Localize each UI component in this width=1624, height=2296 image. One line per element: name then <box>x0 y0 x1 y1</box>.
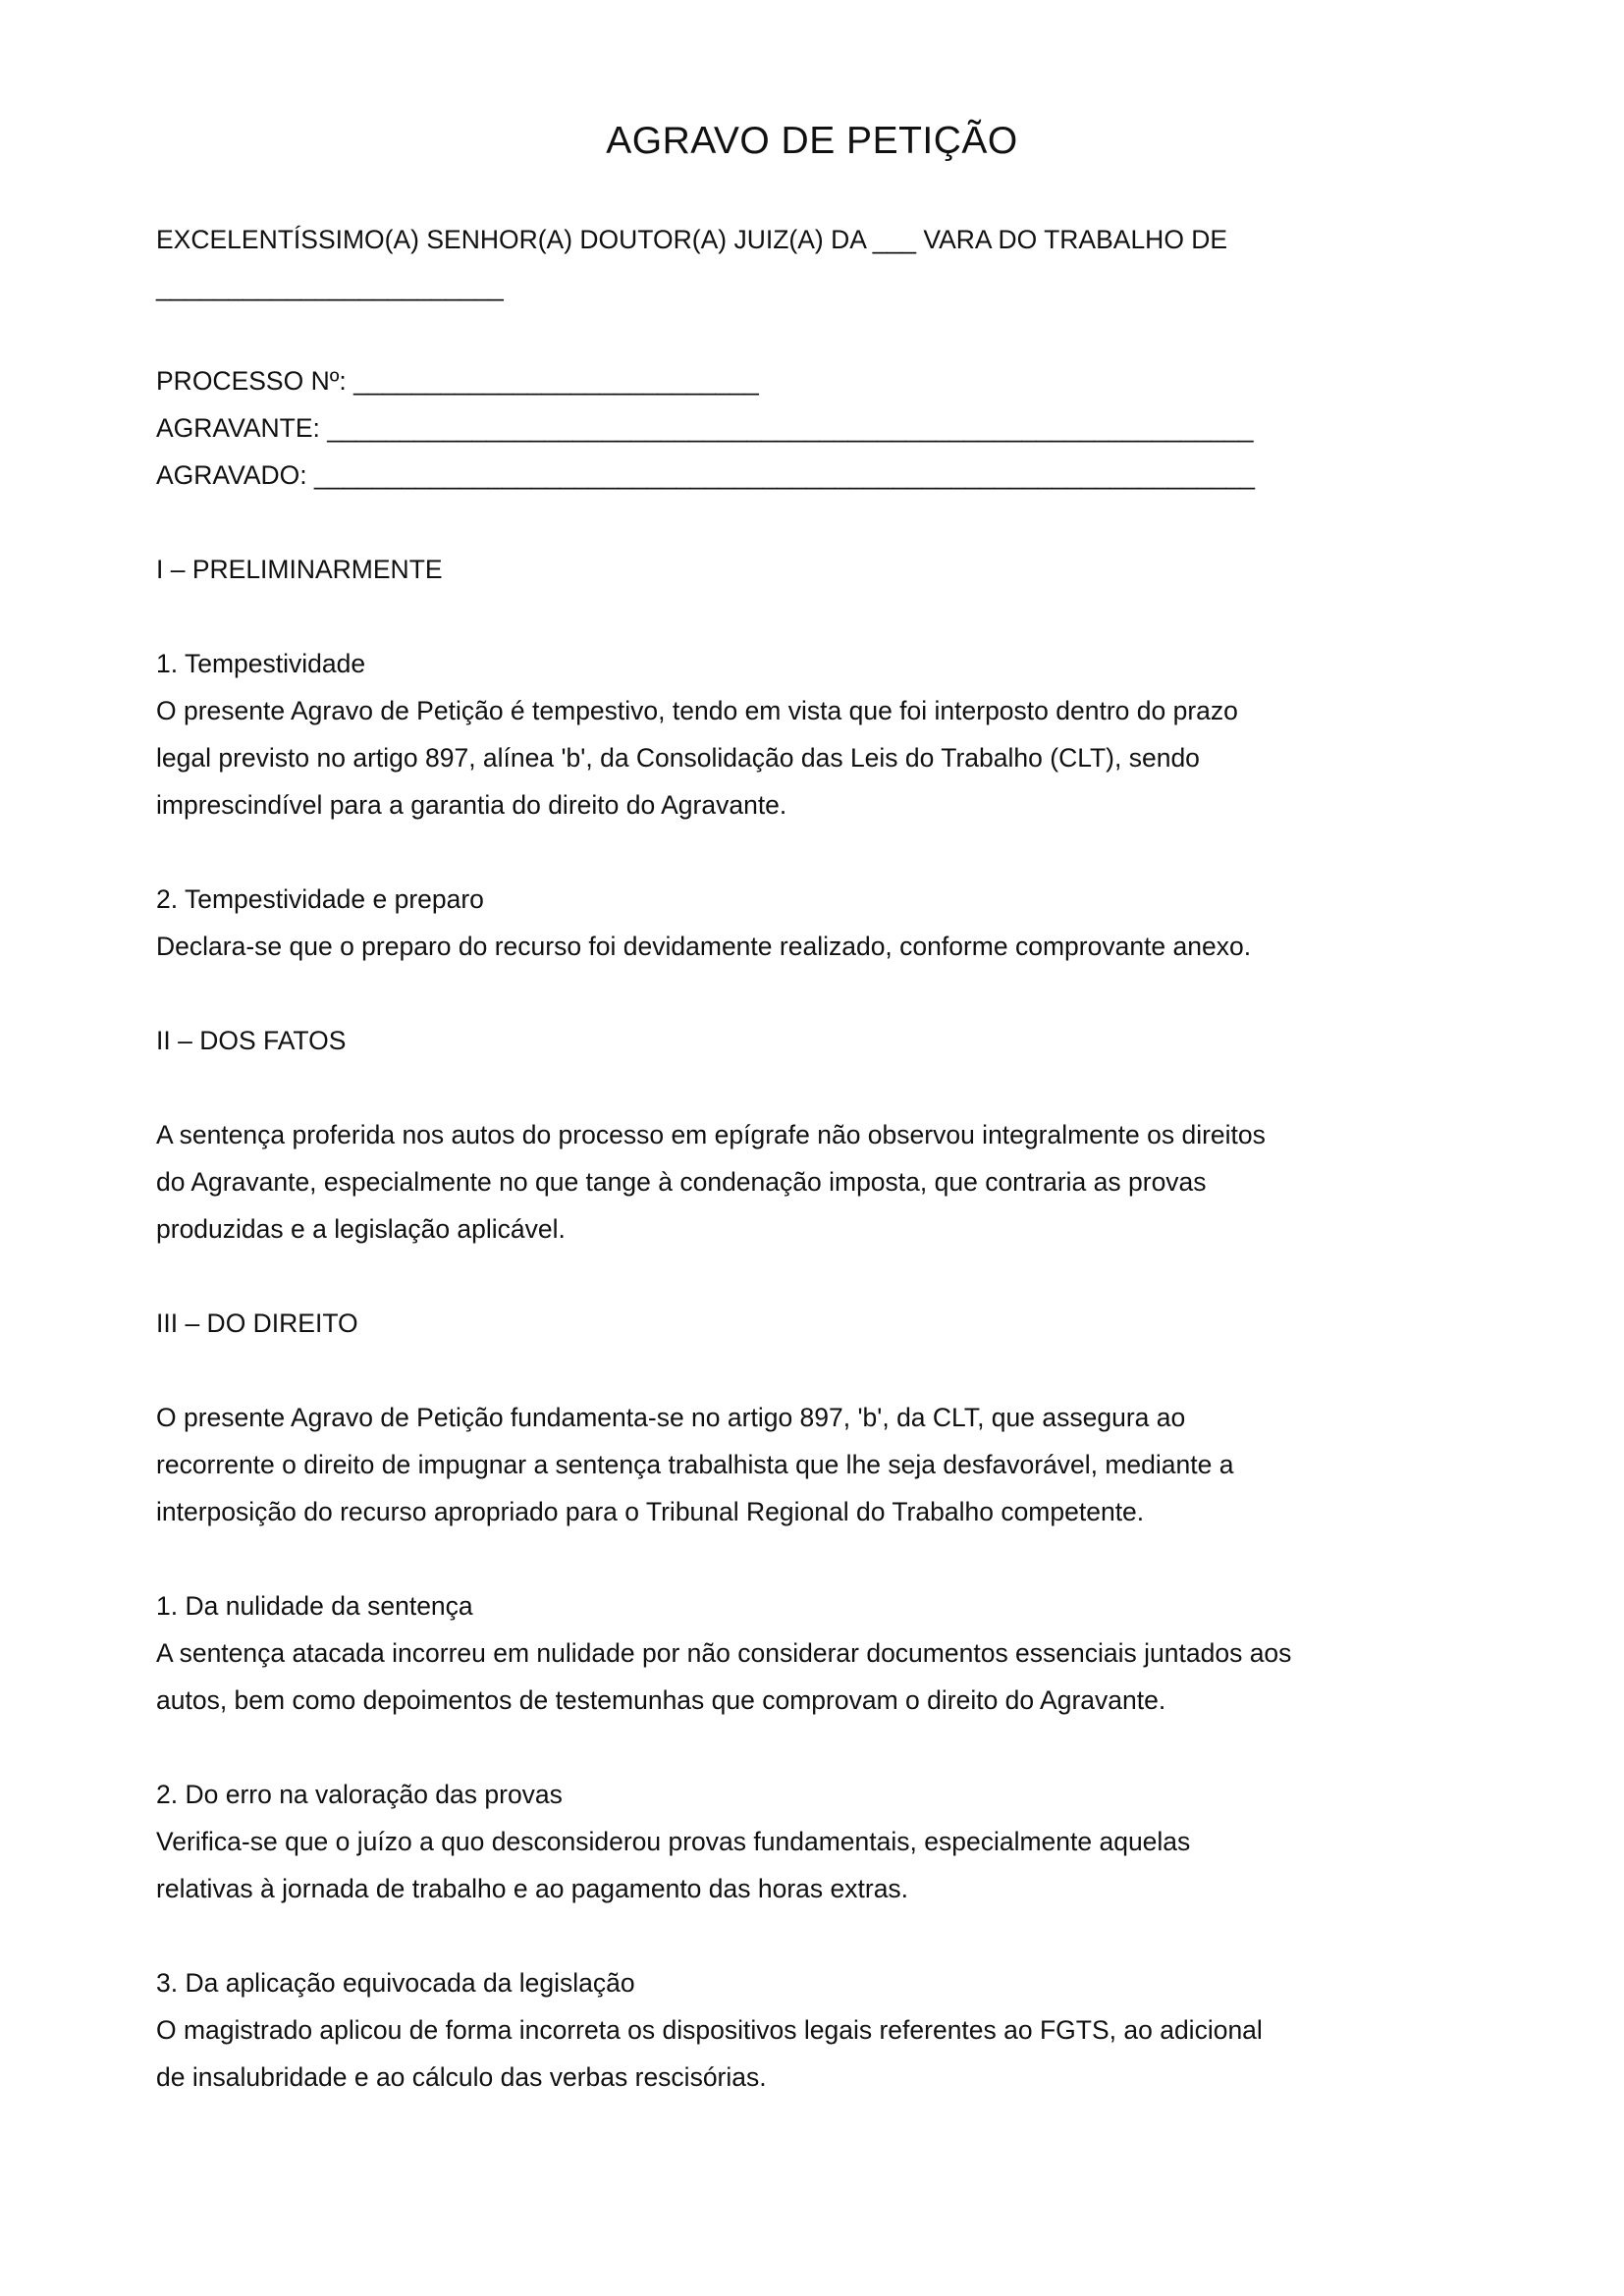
paragraph-line: A sentença atacada incorreu em nulidade por não considerar documentos essenciais juntados aos <box>156 1638 1292 1668</box>
subsection-heading: 2. Do erro na valoração das provas <box>156 1780 563 1809</box>
paragraph-line: A sentença proferida nos autos do processo em epígrafe não observou integralmente os direitos <box>156 1120 1266 1149</box>
section-heading-direito: III – DO DIREITO <box>156 1308 358 1338</box>
paragraph-line: produzidas e a legislação aplicável. <box>156 1214 566 1244</box>
document-title: AGRAVO DE PETIÇÃO <box>606 120 1018 162</box>
paragraph-line: O presente Agravo de Petição é tempestivo, tendo em vista que foi interposto dentro do prazo <box>156 696 1238 725</box>
subsection-heading: 2. Tempestividade e preparo <box>156 884 484 914</box>
subsection-heading: 1. Tempestividade <box>156 649 366 678</box>
paragraph-line: de insalubridade e ao cálculo das verbas rescisórias. <box>156 2062 767 2092</box>
agravante-field: AGRAVANTE: ________________________________________________________________ <box>156 413 1254 443</box>
paragraph-line: imprescindível para a garantia do direito do Agravante. <box>156 790 787 820</box>
document-body <box>156 216 1374 2101</box>
agravado-field: AGRAVADO: _________________________________________________________________ <box>156 460 1255 490</box>
paragraph-line: do Agravante, especialmente no que tange à condenação imposta, que contraria as provas <box>156 1167 1207 1197</box>
processo-field: PROCESSO Nº: ____________________________ <box>156 366 759 396</box>
paragraph-line: O magistrado aplicou de forma incorreta os dispositivos legais referentes ao FGTS, ao adicional <box>156 2015 1263 2045</box>
paragraph-line: relativas à jornada de trabalho e ao pagamento das horas extras. <box>156 1874 909 1903</box>
section-heading-preliminar: I – PRELIMINARMENTE <box>156 555 443 584</box>
paragraph-line: recorrente o direito de impugnar a sentença trabalhista que lhe seja desfavorável, mediante a <box>156 1450 1234 1479</box>
paragraph-line: Declara-se que o preparo do recurso foi devidamente realizado, conforme comprovante anexo. <box>156 932 1252 961</box>
paragraph-line: O presente Agravo de Petição fundamenta-se no artigo 897, 'b', da CLT, que assegura ao <box>156 1403 1186 1432</box>
subsection-heading: 3. Da aplicação equivocada da legislação <box>156 1968 635 1998</box>
addressee-blank: ________________________ <box>156 272 504 301</box>
paragraph-line: legal previsto no artigo 897, alínea 'b', da Consolidação das Leis do Trabalho (CLT), sendo <box>156 743 1200 773</box>
section-heading-fatos: II – DOS FATOS <box>156 1026 347 1055</box>
paragraph-line: Verifica-se que o juízo a quo desconsiderou provas fundamentais, especialmente aquelas <box>156 1827 1191 1856</box>
paragraph-line: interposição do recurso apropriado para o Tribunal Regional do Trabalho competente. <box>156 1497 1145 1526</box>
subsection-heading: 1. Da nulidade da sentença <box>156 1591 473 1621</box>
addressee-line: EXCELENTÍSSIMO(A) SENHOR(A) DOUTOR(A) JUIZ(A) DA ___ VARA DO TRABALHO DE <box>156 225 1228 254</box>
paragraph-line: autos, bem como depoimentos de testemunhas que comprovam o direito do Agravante. <box>156 1685 1166 1715</box>
